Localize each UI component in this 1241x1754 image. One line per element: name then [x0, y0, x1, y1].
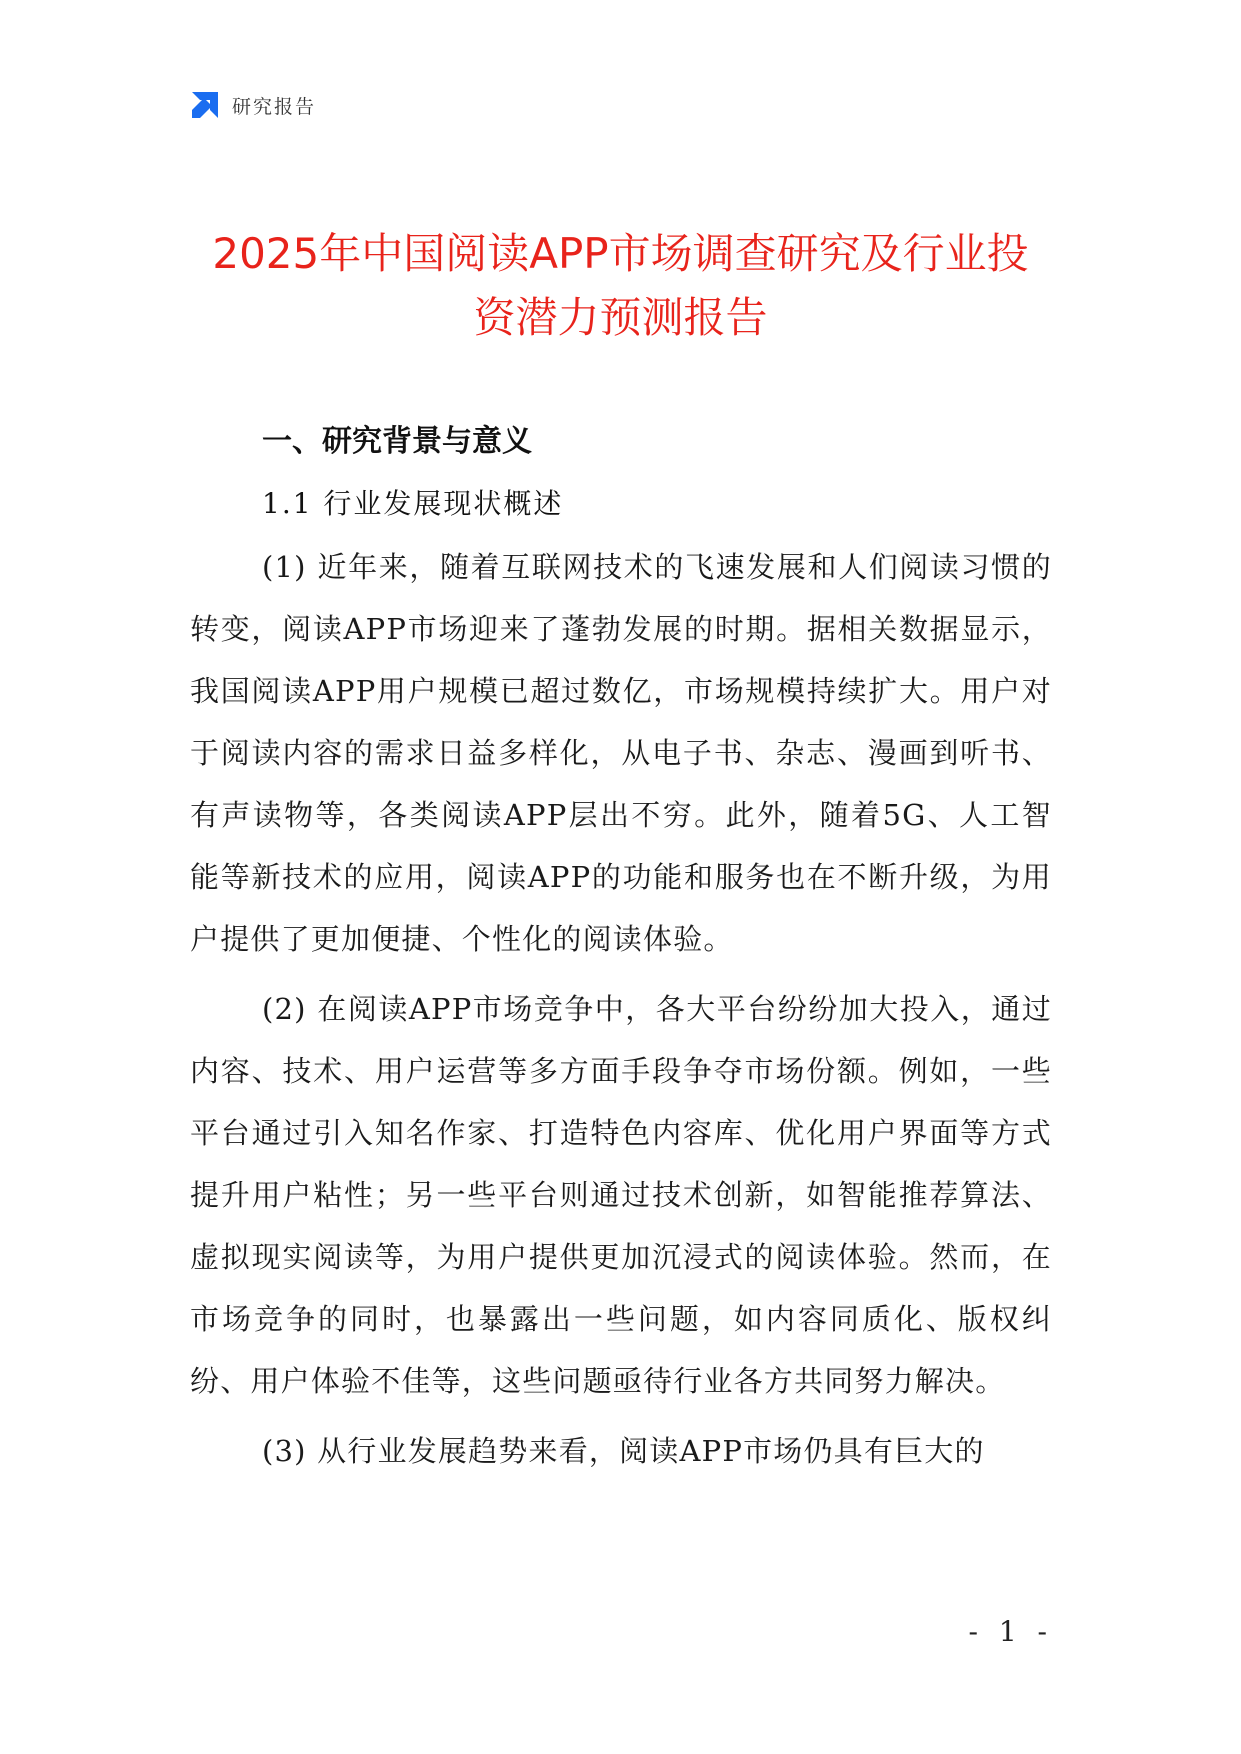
paragraph-2: (2) 在阅读APP市场竞争中，各大平台纷纷加大投入，通过内容、技术、用户运营等多方面手段争夺市场份额。例如，一些平台通过引入知名作家、打造特色内容库、优化用户界面等方式提升用户粘性；另一些平台则通过技术创新，如智能推荐算法、虚拟现实阅读等，为用户提供更加沉浸式的阅读体验。然而，在市场竞争的同时，也暴露出一些问题，如内容同质化、版权纠纷、用户体验不佳等，这些问题亟待行业各方共同努力解决。: [190, 992, 1052, 1398]
title-line-2: 资潜力预测报告: [473, 293, 768, 342]
paragraph-1: (1) 近年来，随着互联网技术的飞速发展和人们阅读习惯的转变，阅读APP市场迎来了蓬勃发展的时期。据相关数据显示，我国阅读APP用户规模已超过数亿，市场规模持续扩大。用户对于阅读内容的需求日益多样化，从电子书、杂志、漫画到听书、有声读物等，各类阅读APP层出不穷。此外，随着5G、人工智能等新技术的应用，阅读APP的功能和服务也在不断升级，为用户提供了更加便捷、个性化的阅读体验。: [190, 550, 1052, 956]
document-body: [190, 418, 1052, 1490]
title-line-1: 2025年中国阅读APP市场调查研究及行业投: [212, 229, 1029, 278]
paragraph-3: (3) 从行业发展趋势来看，阅读APP市场仍具有巨大的: [262, 1434, 985, 1468]
document-title: [150, 222, 1091, 350]
subsection-heading: 1.1 行业发展现状概述: [262, 487, 564, 520]
report-header: [188, 88, 316, 122]
page-number: - 1 -: [968, 1615, 1053, 1648]
arrow-up-right-icon: [188, 88, 222, 122]
section-heading: 一、研究背景与意义: [262, 424, 532, 459]
header-label: 研究报告: [232, 95, 317, 118]
